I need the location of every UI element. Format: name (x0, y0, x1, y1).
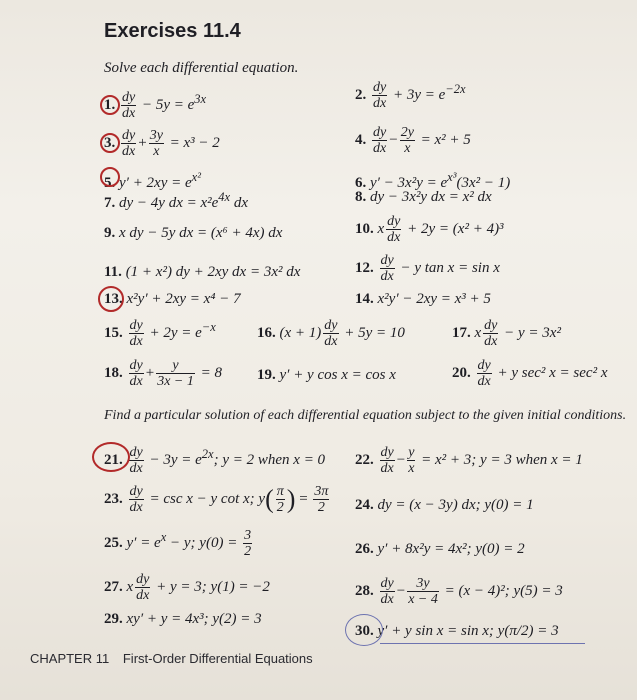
exercise-13: 13. x²y′ + 2xy = x⁴ − 7 (104, 291, 241, 307)
blue-circle-mark-30 (345, 614, 383, 646)
exercise-1: 1. $\frac{dy}{dx}$ − $5y = e^{3x}$ (104, 90, 207, 122)
instruction-particular: Find a particular solution of each differential equation subject to the given initial conditions. (104, 408, 627, 423)
exercise-21: 21. $\frac{dy}{dx}$ − $3y = e^{2x}$; y = 2 when x = 0 (104, 445, 326, 477)
exercise-27: 27. x $\frac{dy}{dx}$ + y = 3; y(1) = −2 (104, 572, 270, 603)
exercise-7: 7. dy − 4y dx = $x^2e^{4x}$ dx (104, 190, 249, 211)
exercise-19: 19. y′ + y cos x = cos x (257, 367, 396, 383)
exercise-14: 14. x²y′ − 2xy = x³ + 5 (355, 291, 491, 307)
exercise-28: 28. $\frac{dy}{dx}$ − $\frac{3y}{x - 4}$ = (x − 4)²; y(5) = 3 (355, 576, 563, 607)
exercise-18: 18. $\frac{dy}{dx}$ + $\frac{y}{3x - 1}$ = 8 (104, 358, 222, 389)
exercise-12: 12. $\frac{dy}{dx}$ − y tan x = sin x (355, 253, 500, 284)
exercise-24: 24. dy = (x − 3y) dx; y(0) = 1 (355, 497, 534, 513)
exercise-26: 26. y′ + 8x²y = 4x²; y(0) = 2 (355, 541, 525, 557)
exercise-3: 3. $\frac{dy}{dx}$ + $\frac{3y}{x}$ = x³ − 2 (104, 128, 220, 159)
chapter-title: First-Order Differential Equations (122, 651, 313, 666)
exercise-8: 8. dy − 3x²y dx = x² dx (355, 189, 492, 205)
exercise-29: 29. xy′ + y = 4x³; y(2) = 3 (104, 611, 262, 627)
exercise-11: 11. (1 + x²) dy + 2xy dx = 3x² dx (104, 264, 301, 280)
red-circle-mark-5 (100, 167, 120, 187)
exercise-6: 6. $y' - 3x^2y = e^{x^3}(3x^2 - 1)$ (355, 170, 511, 191)
exercise-23: 23. $\frac{dy}{dx}$ = csc x − y cot x; y( $\frac{\pi}{2}$ ) = $\frac{3\pi}{2}$ (104, 484, 329, 515)
exercise-10: 10. x $\frac{dy}{dx}$ + 2y = (x² + 4)³ (355, 214, 504, 245)
exercise-2: 2. $\frac{dy}{dx}$ + $3y = e^{-2x}$ (355, 80, 466, 112)
instruction-solve: Solve each differential equation. (104, 60, 299, 76)
exercise-22: 22. $\frac{dy}{dx}$ − $\frac{y}{x}$ = x² + 3; y = 3 when x = 1 (355, 445, 583, 476)
page-footer (30, 651, 313, 666)
red-circle-mark-13 (98, 286, 124, 312)
chapter-label: CHAPTER 11 (30, 651, 110, 666)
red-circle-mark-1 (100, 95, 120, 115)
red-circle-mark-21 (92, 442, 130, 472)
exercise-25: 25. $y' = e^x - y$; y(0) = $\frac{3}{2}$ (104, 528, 252, 560)
exercise-17: 17. x $\frac{dy}{dx}$ − y = 3x² (452, 318, 561, 349)
exercise-20: 20. $\frac{dy}{dx}$ + y sec² x = sec² x (452, 358, 608, 389)
red-circle-mark-3 (100, 133, 120, 153)
exercise-30: 30. y′ + y sin x = sin x; y(π/2) = 3 (355, 623, 559, 639)
exercise-5: 5. $y' + 2xy = e^{x^2}$ (104, 170, 201, 191)
exercise-15: 15. $\frac{dy}{dx}$ + $2y = e^{-x}$ (104, 318, 216, 350)
exercise-4: 4. $\frac{dy}{dx}$ − $\frac{2y}{x}$ = x² + 5 (355, 125, 471, 156)
exercise-9: 9. x dy − 5y dx = (x⁶ + 4x) dx (104, 225, 283, 241)
exercise-16: 16. (x + 1) $\frac{dy}{dx}$ + 5y = 10 (257, 318, 405, 349)
blue-underline-30 (380, 643, 585, 644)
section-title: Exercises 11.4 (104, 20, 241, 42)
